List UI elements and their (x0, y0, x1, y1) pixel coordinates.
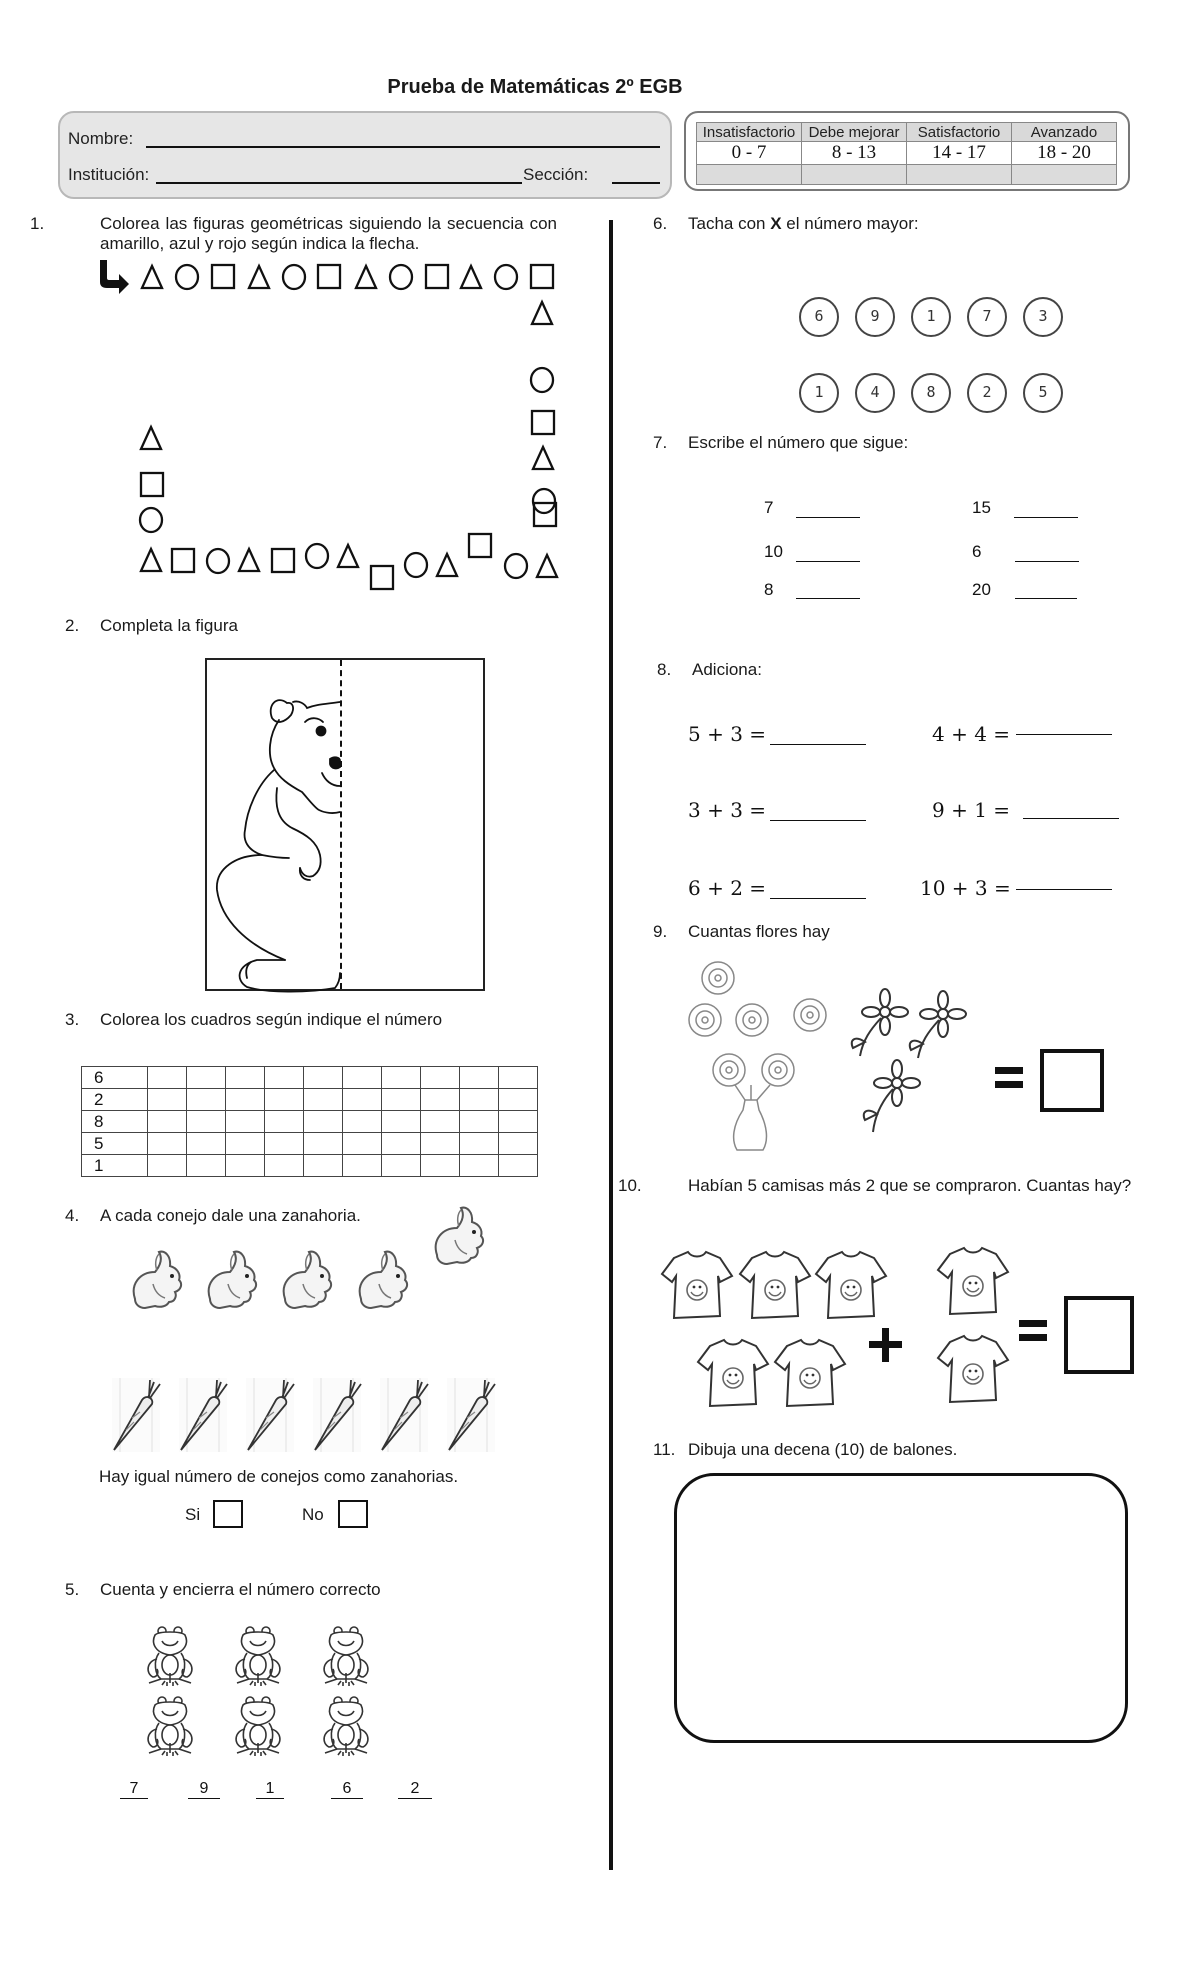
level-avanzado: Avanzado (1012, 123, 1117, 142)
grid-row (82, 1133, 538, 1155)
drawing-area[interactable] (674, 1473, 1128, 1743)
question-text: Habían 5 camisas más 2 que se compraron. Cuantas hay? (688, 1176, 1132, 1195)
equality-statement: Hay igual número de conejos como zanahorias. (99, 1467, 459, 1486)
grid-cell[interactable] (499, 1111, 538, 1133)
question-number: 2. (65, 616, 80, 635)
frog-icon (236, 1697, 280, 1756)
carrot-icon[interactable] (447, 1378, 495, 1452)
answer-line[interactable] (1015, 598, 1077, 599)
grid-cell[interactable] (343, 1155, 382, 1177)
level-insatisfactorio: Insatisfactorio (697, 123, 802, 142)
frogs-group (145, 1625, 385, 1760)
square-shape[interactable] (272, 549, 294, 572)
triangle-shape[interactable] (537, 555, 557, 577)
grid-cell[interactable] (343, 1133, 382, 1155)
count-option[interactable]: 2 (398, 1780, 432, 1799)
range-insatisfactorio: 0 - 7 (697, 142, 802, 165)
addition-expression: 3 + 3 = (688, 798, 767, 822)
question-text: A cada conejo dale una zanahoria. (100, 1206, 361, 1225)
question-number: 1. (30, 214, 45, 233)
no-label: No (302, 1505, 324, 1524)
shirt-icon (775, 1340, 845, 1406)
grid-cell[interactable] (187, 1155, 226, 1177)
square-shape[interactable] (141, 473, 163, 496)
question-text: Cuenta y encierra el número correcto (100, 1580, 381, 1599)
row-label: 8 (82, 1111, 148, 1133)
triangle-shape[interactable] (142, 266, 162, 288)
question-number: 8. (657, 660, 672, 679)
triangle-shape[interactable] (532, 302, 552, 324)
carrot-icon[interactable] (112, 1378, 160, 1452)
rose-icon (736, 1004, 768, 1036)
grid-cell[interactable] (187, 1133, 226, 1155)
grid-cell[interactable] (187, 1067, 226, 1089)
shirt-icon (938, 1248, 1008, 1314)
grid-cell[interactable] (343, 1111, 382, 1133)
coloring-grid (81, 1066, 538, 1177)
question-5 (65, 1580, 381, 1600)
addition-expression: 6 + 2 = (688, 876, 767, 900)
answer-line[interactable] (770, 744, 866, 745)
sequence-number: 10 (764, 542, 783, 561)
question-text: Adiciona: (692, 660, 762, 679)
question-6 (653, 214, 919, 234)
range-debe-mejorar: 8 - 13 (802, 142, 907, 165)
number-circle[interactable]: 1 (911, 297, 951, 337)
yes-label: Si (185, 1505, 201, 1524)
question-text-bold: X (770, 214, 782, 233)
question-3 (65, 1010, 442, 1030)
answer-line[interactable] (796, 561, 860, 562)
answer-line[interactable] (1016, 889, 1112, 890)
score-box (684, 111, 1130, 191)
grid-cell[interactable] (226, 1133, 265, 1155)
circle-shape[interactable] (495, 265, 517, 289)
grid-cell[interactable] (460, 1155, 499, 1177)
triangle-shape[interactable] (437, 554, 457, 576)
grid-cell[interactable] (499, 1089, 538, 1111)
question-text: Completa la figura (100, 616, 238, 635)
seccion-label: Sección: (523, 165, 589, 184)
row-label: 5 (82, 1133, 148, 1155)
carrots-group (112, 1378, 502, 1453)
rabbit-icon[interactable] (134, 1252, 181, 1308)
question-11 (653, 1440, 957, 1460)
grid-cell[interactable] (382, 1155, 421, 1177)
grid-cell[interactable] (382, 1133, 421, 1155)
answer-line[interactable] (796, 598, 860, 599)
question-7 (653, 433, 908, 453)
shirts-illustration (660, 1242, 1020, 1412)
bear-outline-icon (207, 660, 487, 993)
question-text: Colorea las figuras geométricas siguiendo la secuencia con amarillo, azul y rojo según indica la flecha. (100, 214, 557, 253)
grid-cell[interactable] (499, 1155, 538, 1177)
number-circle[interactable]: 4 (855, 373, 895, 413)
grid-cell[interactable] (265, 1133, 304, 1155)
number-circle[interactable]: 2 (967, 373, 1007, 413)
shirt-icon (740, 1252, 810, 1318)
question-number: 7. (653, 433, 668, 452)
question-number: 10. (618, 1176, 642, 1195)
answer-line[interactable] (1016, 734, 1112, 735)
sequence-number: 15 (972, 498, 991, 517)
grid-cell[interactable] (265, 1089, 304, 1111)
number-circle[interactable]: 3 (1023, 297, 1063, 337)
answer-line[interactable] (770, 820, 866, 821)
question-number: 3. (65, 1010, 80, 1029)
grid-cell[interactable] (421, 1067, 460, 1089)
grid-cell[interactable] (460, 1111, 499, 1133)
square-shape[interactable] (531, 265, 553, 288)
question-number: 5. (65, 1580, 80, 1599)
curved-arrow-icon (100, 260, 129, 294)
grid-cell[interactable] (148, 1067, 187, 1089)
level-debe-mejorar: Debe mejorar (802, 123, 907, 142)
question-2 (65, 616, 238, 636)
shirts-answer-box[interactable] (1064, 1296, 1134, 1374)
grid-cell[interactable] (499, 1067, 538, 1089)
number-circle[interactable]: 5 (1023, 373, 1063, 413)
question-9 (653, 922, 830, 942)
grid-cell[interactable] (148, 1111, 187, 1133)
question-8 (657, 660, 762, 680)
question-text: Cuantas flores hay (688, 922, 830, 941)
grid-cell[interactable] (187, 1089, 226, 1111)
sequence-number: 8 (764, 580, 774, 599)
rabbit-icon[interactable] (284, 1252, 331, 1308)
seccion-field[interactable] (612, 182, 660, 184)
square-shape[interactable] (469, 534, 491, 557)
grid-cell[interactable] (460, 1089, 499, 1111)
grid-row (82, 1111, 538, 1133)
rose-icon (762, 1054, 794, 1086)
square-shape[interactable] (371, 566, 393, 589)
rose-icon (794, 999, 826, 1031)
grid-cell[interactable] (499, 1133, 538, 1155)
frog-icon (236, 1627, 280, 1686)
sequence-number: 20 (972, 580, 991, 599)
question-text: el número mayor: (781, 214, 919, 233)
count-option[interactable]: 9 (188, 1780, 220, 1799)
circle-shape[interactable] (390, 265, 412, 289)
plus-icon (869, 1328, 902, 1362)
score-cell[interactable] (697, 165, 802, 185)
answer-line[interactable] (1015, 561, 1079, 562)
student-info-box (58, 111, 672, 199)
answer-line[interactable] (1014, 517, 1078, 518)
daisy-icon (852, 989, 908, 1056)
square-shape[interactable] (532, 411, 554, 434)
daisy-icon (864, 1060, 920, 1132)
rabbit-icon[interactable] (209, 1252, 256, 1308)
grid-cell[interactable] (265, 1067, 304, 1089)
grid-cell[interactable] (148, 1089, 187, 1111)
grid-cell[interactable] (148, 1133, 187, 1155)
shirt-icon (662, 1252, 732, 1318)
half-bear-drawing[interactable] (205, 658, 485, 991)
carrot-icon[interactable] (179, 1378, 227, 1452)
grid-cell[interactable] (304, 1155, 343, 1177)
triangle-shape[interactable] (141, 549, 161, 571)
circle-shape[interactable] (533, 489, 555, 513)
grid-cell[interactable] (382, 1089, 421, 1111)
carrot-icon[interactable] (313, 1378, 361, 1452)
rose-icon (713, 1054, 745, 1086)
grid-cell[interactable] (343, 1089, 382, 1111)
square-shape[interactable] (172, 549, 194, 572)
grid-cell[interactable] (421, 1155, 460, 1177)
circle-shape[interactable] (176, 265, 198, 289)
shirt-icon (698, 1340, 768, 1406)
question-text: Colorea los cuadros según indique el número (100, 1010, 443, 1029)
grid-row (82, 1089, 538, 1111)
score-cell[interactable] (907, 165, 1012, 185)
sequence-number: 7 (764, 498, 774, 517)
addition-expression: 5 + 3 = (688, 722, 767, 746)
institucion-field[interactable] (156, 182, 522, 184)
row-label: 2 (82, 1089, 148, 1111)
grid-cell[interactable] (226, 1111, 265, 1133)
circle-shape[interactable] (283, 265, 305, 289)
score-cell[interactable] (1012, 165, 1117, 185)
grid-cell[interactable] (460, 1067, 499, 1089)
grid-cell[interactable] (148, 1155, 187, 1177)
question-1 (30, 214, 557, 254)
nombre-label: Nombre: (68, 129, 134, 148)
frog-icon (324, 1697, 368, 1756)
grid-cell[interactable] (226, 1067, 265, 1089)
score-table (696, 122, 1117, 185)
circle-shape[interactable] (306, 544, 328, 568)
triangle-shape[interactable] (239, 549, 259, 571)
grid-cell[interactable] (382, 1111, 421, 1133)
question-text: Dibuja una decena (10) de balones. (688, 1440, 958, 1459)
flowers-answer-box[interactable] (1040, 1049, 1104, 1112)
square-shape[interactable] (426, 265, 448, 288)
number-circle[interactable]: 6 (799, 297, 839, 337)
circle-shape[interactable] (531, 368, 553, 392)
carrot-icon[interactable] (246, 1378, 294, 1452)
grid-cell[interactable] (226, 1089, 265, 1111)
grid-cell[interactable] (421, 1089, 460, 1111)
circle-shape[interactable] (207, 549, 229, 573)
grid-row (82, 1067, 538, 1089)
sequence-number: 6 (972, 542, 982, 561)
grid-cell[interactable] (265, 1155, 304, 1177)
equals-icon (1019, 1318, 1049, 1344)
addition-expression: 9 + 1 = (932, 798, 1011, 822)
range-avanzado: 18 - 20 (1012, 142, 1117, 165)
shirt-icon (816, 1252, 886, 1318)
nombre-field[interactable] (146, 146, 660, 148)
count-option[interactable]: 6 (331, 1780, 363, 1799)
triangle-shape[interactable] (533, 447, 553, 469)
grid-row (82, 1155, 538, 1177)
rabbit-icon[interactable] (360, 1252, 407, 1308)
answer-line[interactable] (796, 517, 860, 518)
triangle-shape[interactable] (141, 427, 161, 449)
grid-cell[interactable] (265, 1111, 304, 1133)
number-circle[interactable]: 1 (799, 373, 839, 413)
question-text: Tacha con (688, 214, 771, 233)
grid-cell[interactable] (343, 1067, 382, 1089)
score-cell[interactable] (802, 165, 907, 185)
square-shape[interactable] (318, 265, 340, 288)
range-satisfactorio: 14 - 17 (907, 142, 1012, 165)
equals-icon (995, 1065, 1025, 1091)
question-number: 11. (653, 1440, 676, 1459)
shirt-icon (938, 1336, 1008, 1402)
grid-cell[interactable] (382, 1067, 421, 1089)
grid-cell[interactable] (187, 1111, 226, 1133)
rose-icon (702, 962, 734, 994)
rose-icon (689, 1004, 721, 1036)
level-satisfactorio: Satisfactorio (907, 123, 1012, 142)
number-circle[interactable]: 7 (967, 297, 1007, 337)
frog-icon (148, 1697, 192, 1756)
circle-shape[interactable] (140, 508, 162, 532)
addition-expression: 4 + 4 = (932, 722, 1011, 746)
row-label: 1 (82, 1155, 148, 1177)
grid-cell[interactable] (304, 1089, 343, 1111)
question-text: Escribe el número que sigue: (688, 433, 909, 452)
yes-checkbox[interactable] (213, 1500, 243, 1528)
grid-cell[interactable] (304, 1133, 343, 1155)
flowers-illustration (685, 960, 985, 1160)
count-option[interactable]: 1 (256, 1780, 284, 1799)
question-10 (618, 1176, 1147, 1196)
grid-cell[interactable] (460, 1133, 499, 1155)
question-number: 4. (65, 1206, 80, 1225)
triangle-shape[interactable] (356, 266, 376, 288)
grid-cell[interactable] (421, 1111, 460, 1133)
column-divider (609, 220, 613, 1870)
count-option[interactable]: 7 (120, 1780, 148, 1799)
institucion-label: Institución: (68, 165, 150, 184)
answer-line[interactable] (770, 898, 866, 899)
frog-icon (324, 1627, 368, 1686)
circle-shape[interactable] (405, 553, 427, 577)
no-checkbox[interactable] (338, 1500, 368, 1528)
triangle-shape[interactable] (249, 266, 269, 288)
rabbits-group (125, 1200, 495, 1315)
row-label: 6 (82, 1067, 148, 1089)
answer-line[interactable] (1023, 818, 1119, 819)
triangle-shape[interactable] (338, 545, 358, 567)
triangle-shape[interactable] (461, 266, 481, 288)
addition-expression: 10 + 3 = (920, 876, 1011, 900)
circle-shape[interactable] (505, 554, 527, 578)
rabbit-icon[interactable] (436, 1208, 483, 1264)
grid-cell[interactable] (304, 1067, 343, 1089)
shape-sequence (95, 258, 575, 598)
question-number: 6. (653, 214, 668, 233)
number-circle[interactable]: 8 (911, 373, 951, 413)
grid-cell[interactable] (421, 1133, 460, 1155)
question-number: 9. (653, 922, 668, 941)
carrot-icon[interactable] (380, 1378, 428, 1452)
frog-icon (148, 1627, 192, 1686)
page-title: Prueba de Matemáticas 2º EGB (387, 76, 683, 98)
number-circle[interactable]: 9 (855, 297, 895, 337)
daisy-icon (910, 991, 966, 1058)
square-shape[interactable] (212, 265, 234, 288)
grid-cell[interactable] (304, 1111, 343, 1133)
grid-cell[interactable] (226, 1155, 265, 1177)
